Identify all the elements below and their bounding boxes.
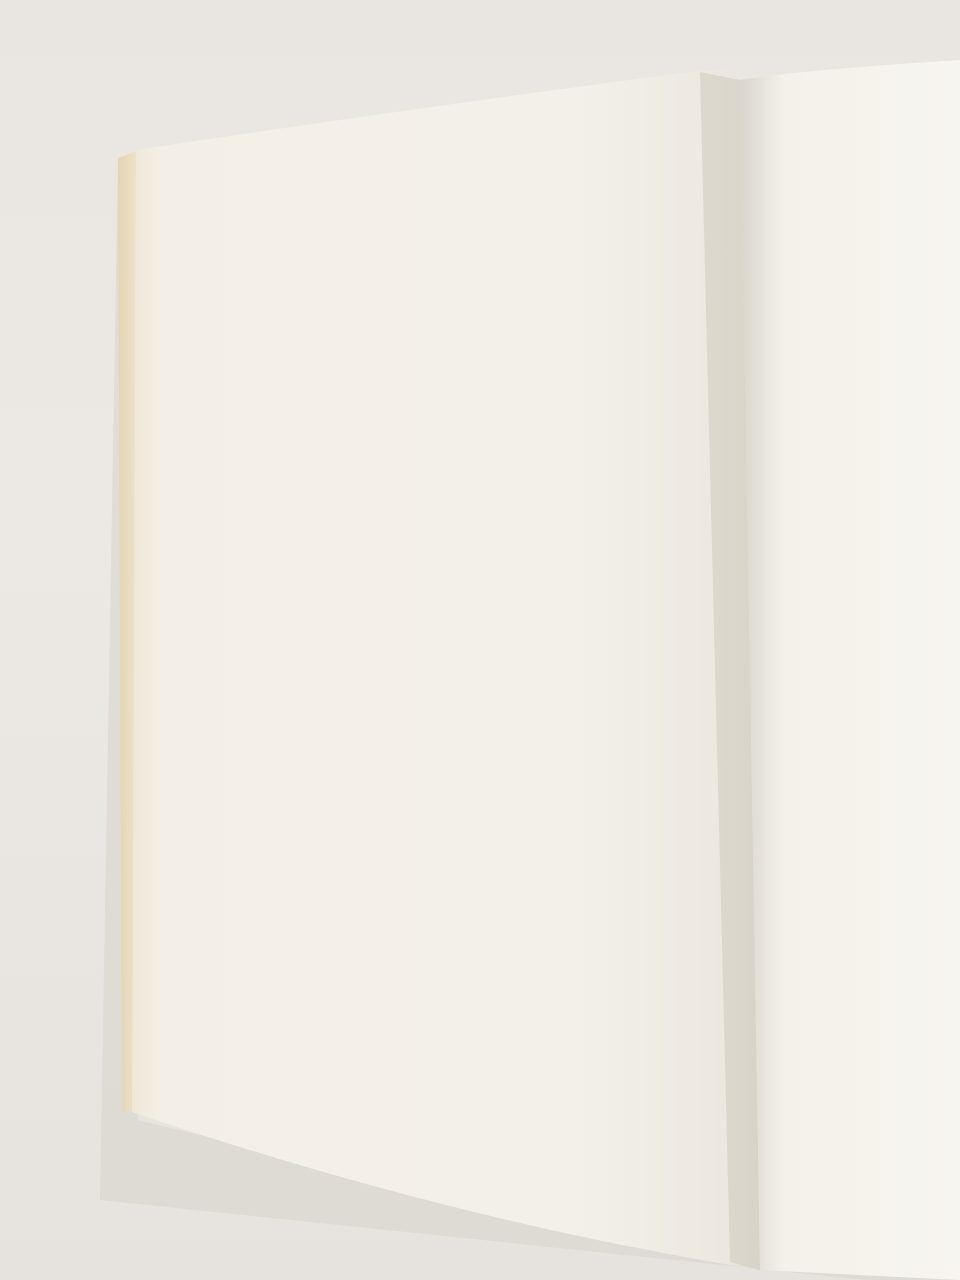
- intro-page: [247, 215, 248, 234]
- intro-label: [233, 216, 234, 235]
